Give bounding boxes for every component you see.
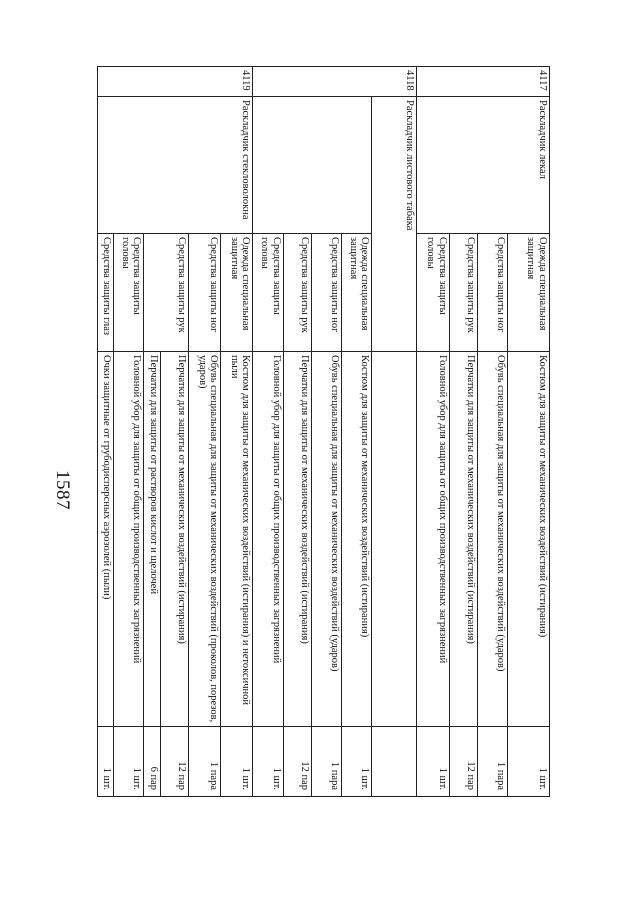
ppe-table (97, 66, 550, 797)
qty-cell: 1 пара (311, 727, 341, 797)
table-row (221, 67, 253, 797)
qty-cell: 1 шт. (221, 727, 253, 797)
category-cell: Одежда специальная защитная (221, 234, 253, 352)
item-cell: Очки защитные от грубодисперсных аэрозолей (пыли) (98, 352, 114, 727)
category-cell: Средства защиты рук (449, 234, 477, 352)
category-cell: Средства защиты рук (283, 234, 311, 352)
qty-cell: 1 пара (188, 727, 220, 797)
item-cell: Перчатки для защиты от растворов кислот и щелочей (144, 352, 160, 727)
item-cell: Перчатки для защиты от механических воздействий (истирания) (283, 352, 311, 727)
qty-cell: 1 шт. (253, 727, 283, 797)
category-cell: Одежда специальная защитная (507, 234, 549, 352)
qty-cell: 12 пар (283, 727, 311, 797)
profession-blank (253, 97, 372, 234)
code-cell: 4117 (417, 67, 550, 97)
item-cell: Перчатки для защиты от механических воздействий (истирания) (449, 352, 477, 727)
category-cell: Средства защиты ног (188, 234, 220, 352)
category-cell: Средства защиты рук (144, 234, 188, 352)
item-cell: Перчатки для защиты от механических воздействий (истирания) (160, 352, 188, 727)
category-cell: Средства защиты ног (311, 234, 341, 352)
item-cell: Костюм для защиты от механических воздействий (истирания) (507, 352, 549, 727)
table-row (507, 67, 549, 797)
category-cell: Средства защиты ног (477, 234, 507, 352)
qty-cell: 1 пара (477, 727, 507, 797)
category-cell: Средства защиты головы (114, 234, 144, 352)
qty-cell: 12 пар (449, 727, 477, 797)
qty-cell: 1 шт. (507, 727, 549, 797)
profession-cell: Раскладчик лекал (417, 97, 550, 234)
category-cell: Одежда специальная защитная (341, 234, 371, 352)
item-cell: Костюм для защиты от механических воздействий (истирания) (341, 352, 371, 727)
category-cell: Средства защиты головы (417, 234, 449, 352)
code-cell: 4119 (98, 67, 253, 97)
profession-cell: Раскладчик листового табака (372, 97, 417, 352)
table-row (372, 67, 417, 797)
qty-cell: 1 шт. (98, 727, 114, 797)
item-cell: Обувь специальная для защиты от механических воздействий (проколов, порезов, ударов) (188, 352, 220, 727)
category-cell: Средства защиты головы (253, 234, 283, 352)
item-cell: Головной убор для защиты от общих производственных загрязнений (253, 352, 283, 727)
item-cell: Обувь специальная для защиты от механических воздействий (ударов) (311, 352, 341, 727)
profession-cell: Раскладчик стекловолокна (98, 97, 253, 234)
category-cell: Средства защиты глаз (98, 234, 114, 352)
item-cell: Костюм для защиты от механических воздействий (истирания) и нетоксичной пыли (221, 352, 253, 727)
page-number: 1587 (52, 470, 73, 510)
item-cell: Обувь специальная для защиты от механических воздействий (ударов) (477, 352, 507, 727)
qty-cell: 6 пар (144, 727, 160, 797)
code-cell: 4118 (253, 67, 417, 97)
qty-cell: 12 пар (160, 727, 188, 797)
item-cell: Головной убор для защиты от общих производственных загрязнений (417, 352, 449, 727)
qty-cell: 1 шт. (417, 727, 449, 797)
qty-cell: 1 шт. (114, 727, 144, 797)
ppe-table-rotated (97, 66, 550, 796)
item-cell: Головной убор для защиты от общих производственных загрязнений (114, 352, 144, 727)
table-row (341, 67, 371, 797)
qty-cell: 1 шт. (341, 727, 371, 797)
